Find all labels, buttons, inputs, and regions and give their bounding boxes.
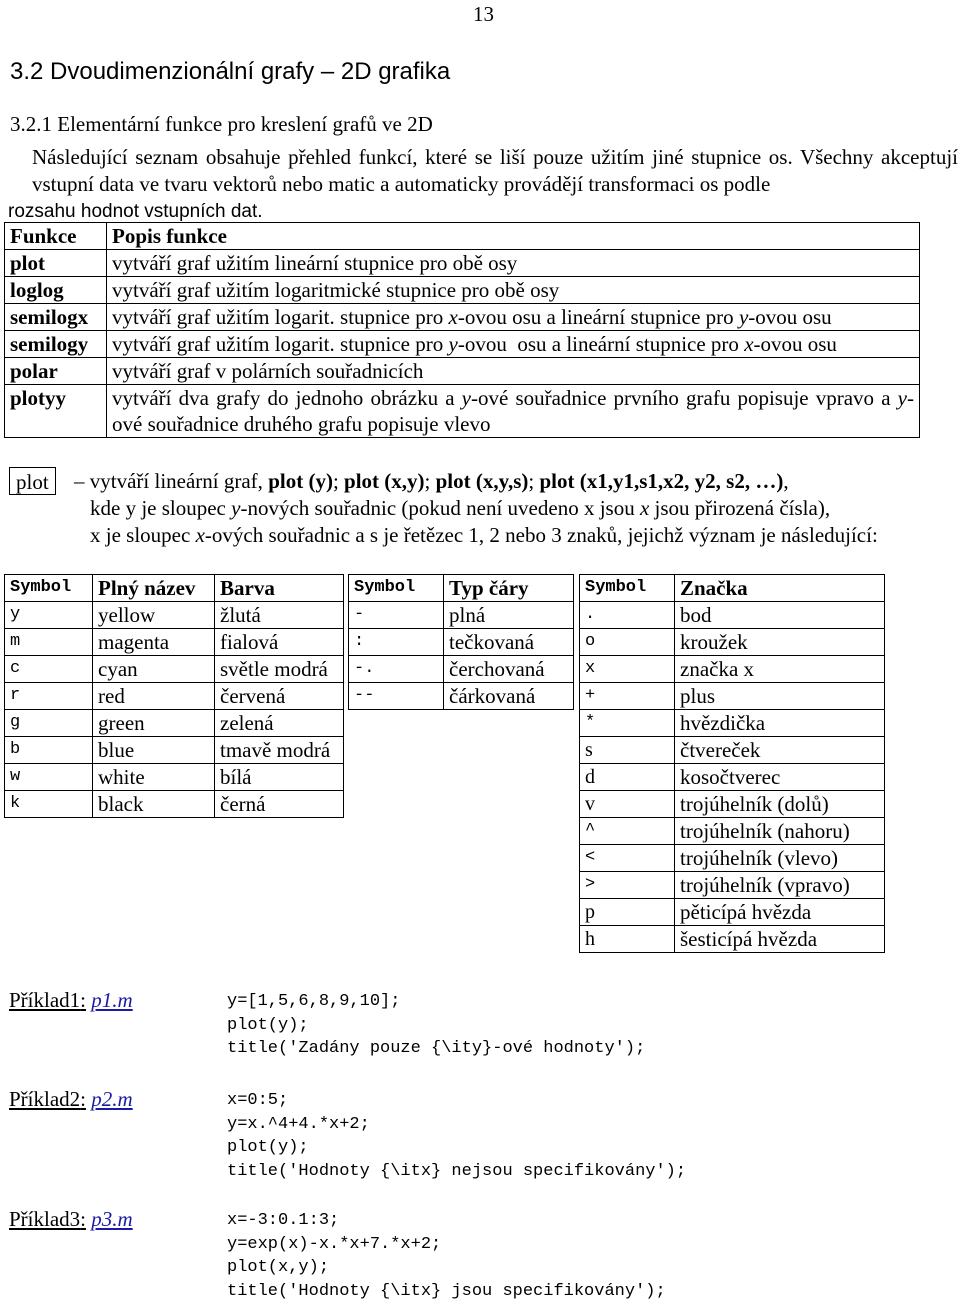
marker-name: trojúhelník (vlevo): [675, 845, 885, 872]
line-type: tečkovaná: [444, 629, 574, 656]
color-label: červená: [215, 683, 344, 710]
marker-name: trojúhelník (nahoru): [675, 818, 885, 845]
marker-name: značka x: [675, 656, 885, 683]
color-label: světle modrá: [215, 656, 344, 683]
desc-var: x: [744, 332, 754, 356]
table-row: [5, 629, 344, 656]
function-description: vytváří graf užitím logaritmické stupnice pro obě osy: [107, 277, 920, 304]
example-colon: :: [80, 1087, 87, 1111]
table-row: [580, 818, 885, 845]
syntax-part: plot (x,y,s): [435, 469, 529, 493]
marker-symbol: d: [580, 764, 675, 791]
table-row: [349, 629, 574, 656]
desc-part: -ovou osu: [753, 332, 837, 356]
marker-name: pěticípá hvězda: [675, 899, 885, 926]
line-symbol: -.: [349, 656, 444, 683]
table-row: [5, 683, 344, 710]
table-row: [5, 656, 344, 683]
example-title: Příklad1: [9, 988, 81, 1012]
syntax-part: plot (x1,y1,s1,x2, y2, s2, …): [539, 469, 784, 493]
desc-part: -ovou osu: [748, 305, 832, 329]
marker-symbol: v: [580, 791, 675, 818]
line-type: čárkovaná: [444, 683, 574, 710]
table-row: [349, 683, 574, 710]
color-label: černá: [215, 791, 344, 818]
header-cell: Popis funkce: [107, 223, 920, 250]
color-name: red: [93, 683, 215, 710]
marker-symbol: <: [580, 845, 675, 872]
var-part: y: [231, 496, 241, 520]
text-part: -nových souřadnic (pokud není uvedeno x jsou: [240, 496, 640, 520]
text-part: ;: [424, 469, 436, 493]
text-part: x je sloupec: [90, 523, 196, 547]
markers-table: [579, 574, 885, 953]
table-row: [580, 602, 885, 629]
function-description: [107, 385, 920, 438]
table-row: [580, 926, 885, 953]
marker-symbol: +: [580, 683, 675, 710]
table-row: [580, 683, 885, 710]
desc-var: y: [448, 332, 458, 356]
table-row: [580, 629, 885, 656]
header-cell: Funkce: [5, 223, 107, 250]
table-header-row: [5, 223, 920, 250]
syntax-part: plot (x,y): [344, 469, 425, 493]
example-file-link[interactable]: p2.m: [91, 1087, 133, 1111]
marker-name: trojúhelník (dolů): [675, 791, 885, 818]
color-label: zelená: [215, 710, 344, 737]
table-header-row: [5, 575, 344, 602]
example-label: [9, 1087, 133, 1112]
marker-symbol: o: [580, 629, 675, 656]
function-name: loglog: [5, 277, 107, 304]
table-row: [349, 656, 574, 683]
line-type: čerchovaná: [444, 656, 574, 683]
color-symbol: w: [5, 764, 93, 791]
example-code: y=[1,5,6,8,9,10]; plot(y); title('Zadány pouze {\ity}-ové hodnoty');: [227, 992, 646, 1058]
marker-name: čtvereček: [675, 737, 885, 764]
plot-explanation-line: [90, 496, 830, 521]
subsection-title: 3.2.1 Elementární funkce pro kreslení grafů ve 2D: [10, 112, 433, 136]
color-symbol: c: [5, 656, 93, 683]
table-header-row: [349, 575, 574, 602]
header-cell: Symbol: [580, 575, 675, 602]
color-label: bílá: [215, 764, 344, 791]
line-styles-table: [348, 574, 574, 710]
example-file-link[interactable]: p1.m: [91, 988, 133, 1012]
marker-symbol: .: [580, 602, 675, 629]
function-name: semilogy: [5, 331, 107, 358]
table-row: [5, 304, 920, 331]
desc-var: y: [461, 386, 471, 410]
section-title: 3.2 Dvoudimenzionální grafy – 2D grafika: [10, 58, 451, 85]
color-label: tmavě modrá: [215, 737, 344, 764]
table-row: [5, 331, 920, 358]
syntax-part: plot (y): [268, 469, 333, 493]
table-header-row: [580, 575, 885, 602]
example-code: x=-3:0.1:3; y=exp(x)-x.*x+7.*x+2; plot(x,y); title('Hodnoty {\itx} jsou specifikovány');: [227, 1211, 666, 1301]
text-part: jsou přirozená čísla),: [649, 496, 831, 520]
line-symbol: -: [349, 602, 444, 629]
example-title: Příklad3: [9, 1207, 81, 1231]
intro-paragraph: [8, 144, 958, 225]
function-description: vytváří graf užitím lineární stupnice pro obě osy: [107, 250, 920, 277]
table-row: [349, 602, 574, 629]
function-description: vytváří graf v polárních souřadnicích: [107, 358, 920, 385]
function-name: polar: [5, 358, 107, 385]
table-row: [580, 872, 885, 899]
example-title: Příklad2: [9, 1087, 81, 1111]
marker-name: šesticípá hvězda: [675, 926, 885, 953]
marker-name: hvězdička: [675, 710, 885, 737]
color-name: green: [93, 710, 215, 737]
color-symbol: g: [5, 710, 93, 737]
example-file-link[interactable]: p3.m: [91, 1207, 133, 1231]
example-label: [9, 988, 133, 1013]
text-part: ;: [332, 469, 345, 493]
header-cell: Plný název: [93, 575, 215, 602]
function-description: [107, 331, 920, 358]
table-row: [5, 277, 920, 304]
line-type: plná: [444, 602, 574, 629]
table-row: [580, 764, 885, 791]
function-description: [107, 304, 920, 331]
table-row: [5, 250, 920, 277]
intro-text-end: rozsahu hodnot vstupních dat.: [8, 201, 263, 222]
header-cell: Symbol: [349, 575, 444, 602]
color-name: cyan: [93, 656, 215, 683]
plot-keyword-box: plot: [9, 467, 56, 495]
marker-symbol: x: [580, 656, 675, 683]
table-row: [5, 791, 344, 818]
marker-name: bod: [675, 602, 885, 629]
desc-var: y: [897, 386, 907, 410]
text-part: ;: [528, 469, 540, 493]
color-symbol: m: [5, 629, 93, 656]
function-name: plotyy: [5, 385, 107, 438]
table-row: [580, 656, 885, 683]
plot-syntax-line: [74, 469, 789, 494]
color-label: fialová: [215, 629, 344, 656]
header-cell: Značka: [675, 575, 885, 602]
table-row: [5, 602, 344, 629]
colors-table: [4, 574, 344, 818]
marker-name: kroužek: [675, 629, 885, 656]
header-cell: Typ čáry: [444, 575, 574, 602]
table-row: [580, 737, 885, 764]
color-label: žlutá: [215, 602, 344, 629]
intro-text: Následující seznam obsahuje přehled funkcí, které se liší pouze užitím jiné stupnice os. Všechny akceptují vstupní data ve tvaru vektorů nebo matic a automaticky provádějí transformaci os podle: [32, 145, 958, 196]
table-row: [580, 845, 885, 872]
marker-symbol: *: [580, 710, 675, 737]
text-part: kde y je sloupec: [90, 496, 232, 520]
marker-symbol: >: [580, 872, 675, 899]
table-row: [580, 899, 885, 926]
example-colon: :: [80, 988, 87, 1012]
desc-part: vytváří graf užitím logarit. stupnice pro: [112, 305, 449, 329]
var-part: x: [195, 523, 205, 547]
color-name: magenta: [93, 629, 215, 656]
marker-name: plus: [675, 683, 885, 710]
marker-symbol: h: [580, 926, 675, 953]
desc-part: vytváří graf užitím logarit. stupnice pro: [112, 332, 449, 356]
desc-part: vytváří dva grafy do jednoho obrázku a: [112, 386, 462, 410]
marker-name: kosočtverec: [675, 764, 885, 791]
example-label: [9, 1207, 133, 1232]
text-part: – vytváří lineární graf,: [74, 469, 269, 493]
table-row: [5, 358, 920, 385]
marker-symbol: p: [580, 899, 675, 926]
table-row: [5, 737, 344, 764]
plot-explanation-line: [90, 523, 878, 548]
color-name: blue: [93, 737, 215, 764]
table-row: [580, 710, 885, 737]
color-symbol: y: [5, 602, 93, 629]
text-part: ,: [783, 469, 789, 493]
desc-var: x: [448, 305, 458, 329]
color-symbol: b: [5, 737, 93, 764]
marker-symbol: s: [580, 737, 675, 764]
header-cell: Symbol: [5, 575, 93, 602]
table-row: [5, 385, 920, 438]
function-name: plot: [5, 250, 107, 277]
marker-symbol: ^: [580, 818, 675, 845]
color-name: white: [93, 764, 215, 791]
line-symbol: :: [349, 629, 444, 656]
example-colon: :: [80, 1207, 87, 1231]
color-name: yellow: [93, 602, 215, 629]
table-row: [5, 764, 344, 791]
function-name: semilogx: [5, 304, 107, 331]
table-row: [5, 710, 344, 737]
marker-name: trojúhelník (vpravo): [675, 872, 885, 899]
table-row: [580, 791, 885, 818]
desc-part: -ové souřadnice druhého grafu popisuje vlevo: [112, 386, 914, 436]
desc-var: y: [738, 305, 749, 329]
page-number: 13: [473, 2, 494, 26]
color-symbol: k: [5, 791, 93, 818]
var-part: x: [639, 496, 650, 520]
example-code: x=0:5; y=x.^4+4.*x+2; plot(y); title('Hodnoty {\itx} nejsou specifikovány');: [227, 1091, 687, 1181]
header-cell: Barva: [215, 575, 344, 602]
text-part: -ových souřadnic a s je řetězec 1, 2 nebo 3 znaků, jejichž význam je následující:: [204, 523, 878, 547]
color-symbol: r: [5, 683, 93, 710]
desc-part: -ovou osu a lineární stupnice pro: [457, 305, 739, 329]
desc-part: -ovou osu a lineární stupnice pro: [457, 332, 745, 356]
line-symbol: --: [349, 683, 444, 710]
functions-table: [4, 222, 920, 438]
desc-part: -ové souřadnice prvního grafu popisuje vpravo a: [471, 386, 898, 410]
color-name: black: [93, 791, 215, 818]
